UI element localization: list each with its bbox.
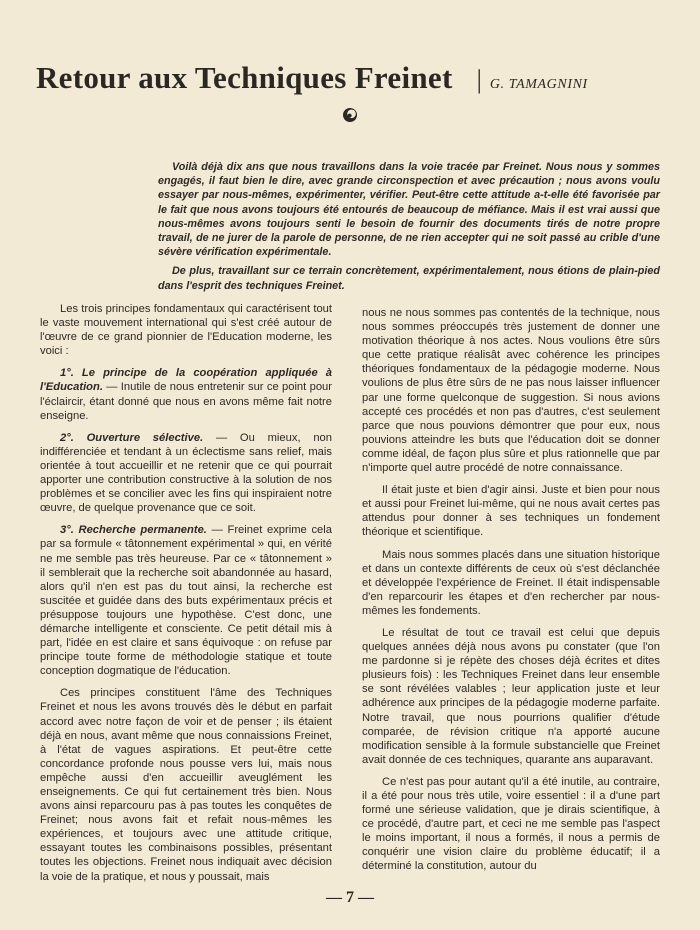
body-paragraph: Il était juste et bien d'agir ainsi. Juste et bien pour nous et aussi pour Freinet lui-même, qui ne nous avait certes pas attendus pour donner à ses techniques un fondement théorique et scientifique. (362, 484, 660, 539)
article-title: Retour aux Techniques Freinet (36, 60, 453, 95)
intro-paragraph: De plus, travaillant sur ce terrain concrètement, expérimentalement, nous étions de plain-pied dans l'esprit des techniques Freinet. (158, 265, 660, 292)
principle-2 (40, 431, 332, 516)
title-separator: | (476, 65, 482, 94)
ornament-icon (342, 107, 358, 123)
principle-1-text: — Inutile de nous entretenir sur ce point pour l'éclaircir, étant donné que nous en avons même fait notre enseigne. (40, 381, 332, 422)
page-number: — 7 — (326, 889, 374, 906)
principle-3 (40, 523, 332, 678)
right-column (362, 306, 660, 882)
author-name: G. TAMAGNINI (489, 77, 588, 92)
title-row (36, 60, 676, 104)
body-paragraph: nous ne nous sommes pas contentés de la technique, nous nous sommes préoccupés très justement de donner une motivation théorique à nos actes. Nous voulions être sûrs que cette pratique réalisât avec cohérence les principes théoriques fondamentaux de la pédagogie moderne. Nous voulions de plus être sûrs de ne pas nous laisser influencer par une forme quelconque de suggestion. Si nous avions accepté ces procédés et non pas d'autres, c'est seulement parce que nous pouvions démontrer que pour eux, nous pouvions atteindre les buts que l'éducation doit se donner comme idéal, de façon plus sûre et plus rationnelle que par n'importe quel autre procédé de notre connaissance. (362, 307, 660, 475)
body-paragraph: Mais nous sommes placés dans une situation historique et dans un contexte différents de ceux où s'est déclanchée et développée l'expérience de Freinet. Il était indispensable d'en reparcourir les étapes et d'en rechercher par nous-mêmes les fondements. (362, 548, 660, 617)
body-paragraph: Le résultat de tout ce travail est celui que depuis quelques années déjà nous avons pu constater (que l'on me pardonne si je répète des choses déjà écrites et dites plusieurs fois) : les Techniques Freinet dans leur ensemble se sont révélées valables ; leur application juste et leur adhérence aux principes de la pédagogie moderne parfaite. Notre travail, que nous pourrions qualifier d'étude comparée, de révision critique n'a apporté aucune modification sensible à la formule substancielle que Freinet avait donnée de ces techniques, quarante ans auparavant. (362, 626, 660, 766)
principle-2-text: — Ou mieux, non indifférenciée et tendant à un éclectisme sans relief, mais orientée à tout accueillir et ne retenir que ce qui pourrait apporter une contribution constructive à la solution de nos problèmes et se concilier avec les fins qui inspiraient notre œuvre, de quelque provenance que ce soit. (40, 431, 332, 515)
body-paragraph: Les trois principes fondamentaux qui caractérisent tout le vaste mouvement international qui s'est créé autour de l'œuvre de ce grand pionnier de l'Education moderne, les voici : (40, 303, 332, 358)
intro-paragraph: Voilà déjà dix ans que nous travaillons dans la voie tracée par Freinet. Nous nous y sommes engagés, il faut bien le dire, avec grande circonspection et avec précaution ; nous avons voulu essayer par nous-mêmes, expérimenter, vérifier. Peut-être cette attitude a-t-elle été favorisée par le fait que nous avons toujours été entourés de beaucoup de méfiance. Mais il est vrai aussi que nous-mêmes avons toujours senti le besoin de fournir des documents tirés de notre propre travail, de ne jurer de la parole de personne, de ne rien accepter qui ne soit passé au crible d'une sévère vérification expérimentale. (158, 161, 660, 259)
intro-block (158, 160, 660, 293)
principle-3-label: 3°. Recherche permanente. (60, 524, 207, 537)
principle-1-label: 1°. Le principe de la coopération appliquée à l'Education. (40, 367, 332, 394)
left-column (40, 302, 332, 892)
principle-2-label: 2°. Ouverture sélective. (60, 431, 204, 444)
principle-1 (40, 366, 332, 422)
body-paragraph: Ces principes constituent l'âme des Techniques Freinet et nous les avons trouvés dès le début en parfait accord avec notre façon de voir et de penser ; ils étaient déjà en nous, avant même que nous connaissions Freinet, à l'état de vagues aspirations. Et peut-être cette concordance profonde nous pousse vers lui, mais nous empêche aussi d'en accueillir aveuglément les enseignements. Ce qui fut certainement très bien. Nous avons ainsi reparcouru pas à pas toutes les conquêtes de Freinet; nous avons fait et refait nous-mêmes les expériences, et toujours avec une attitude critique, essayant toutes les combinaisons possibles, présentant toutes les objections. Freinet nous indiquait avec décision la voie de la pratique, et nous y poussait, mais (40, 687, 332, 883)
principle-3-text: — Freinet exprime cela par sa formule « tâtonnement expérimental » qui, en vérité ne me semble pas très heureuse. Par ce « tâtonnement » il semblerait que la recherche soit abandonnée au hasard, alors qu'il n'en est pas du tout ainsi, la recherche est suscitée et guidée dans des buts expérimentaux précis et présuppose toujours une hypothèse. C'est donc, une démarche intelligente et consciente. Ce petit détail mis à part, l'idée en est claire et sans équivoque : on refuse par principe toute forme de méthodologie statique et toute conception dogmatique de l'éducation. (40, 524, 332, 678)
body-paragraph: Ce n'est pas pour autant qu'il a été inutile, au contraire, il a été pour nous très utile, voire essentiel : il a d'une part formé une sérieuse validation, que je dirais scientifique, à ce procédé, d'autre part, et ceci ne me semble pas l'aspect le moins important, il nous a formés, il nous a permis de conquérir une vision claire du problème éducatif; il a déterminé la constitution, autour du (362, 775, 660, 873)
